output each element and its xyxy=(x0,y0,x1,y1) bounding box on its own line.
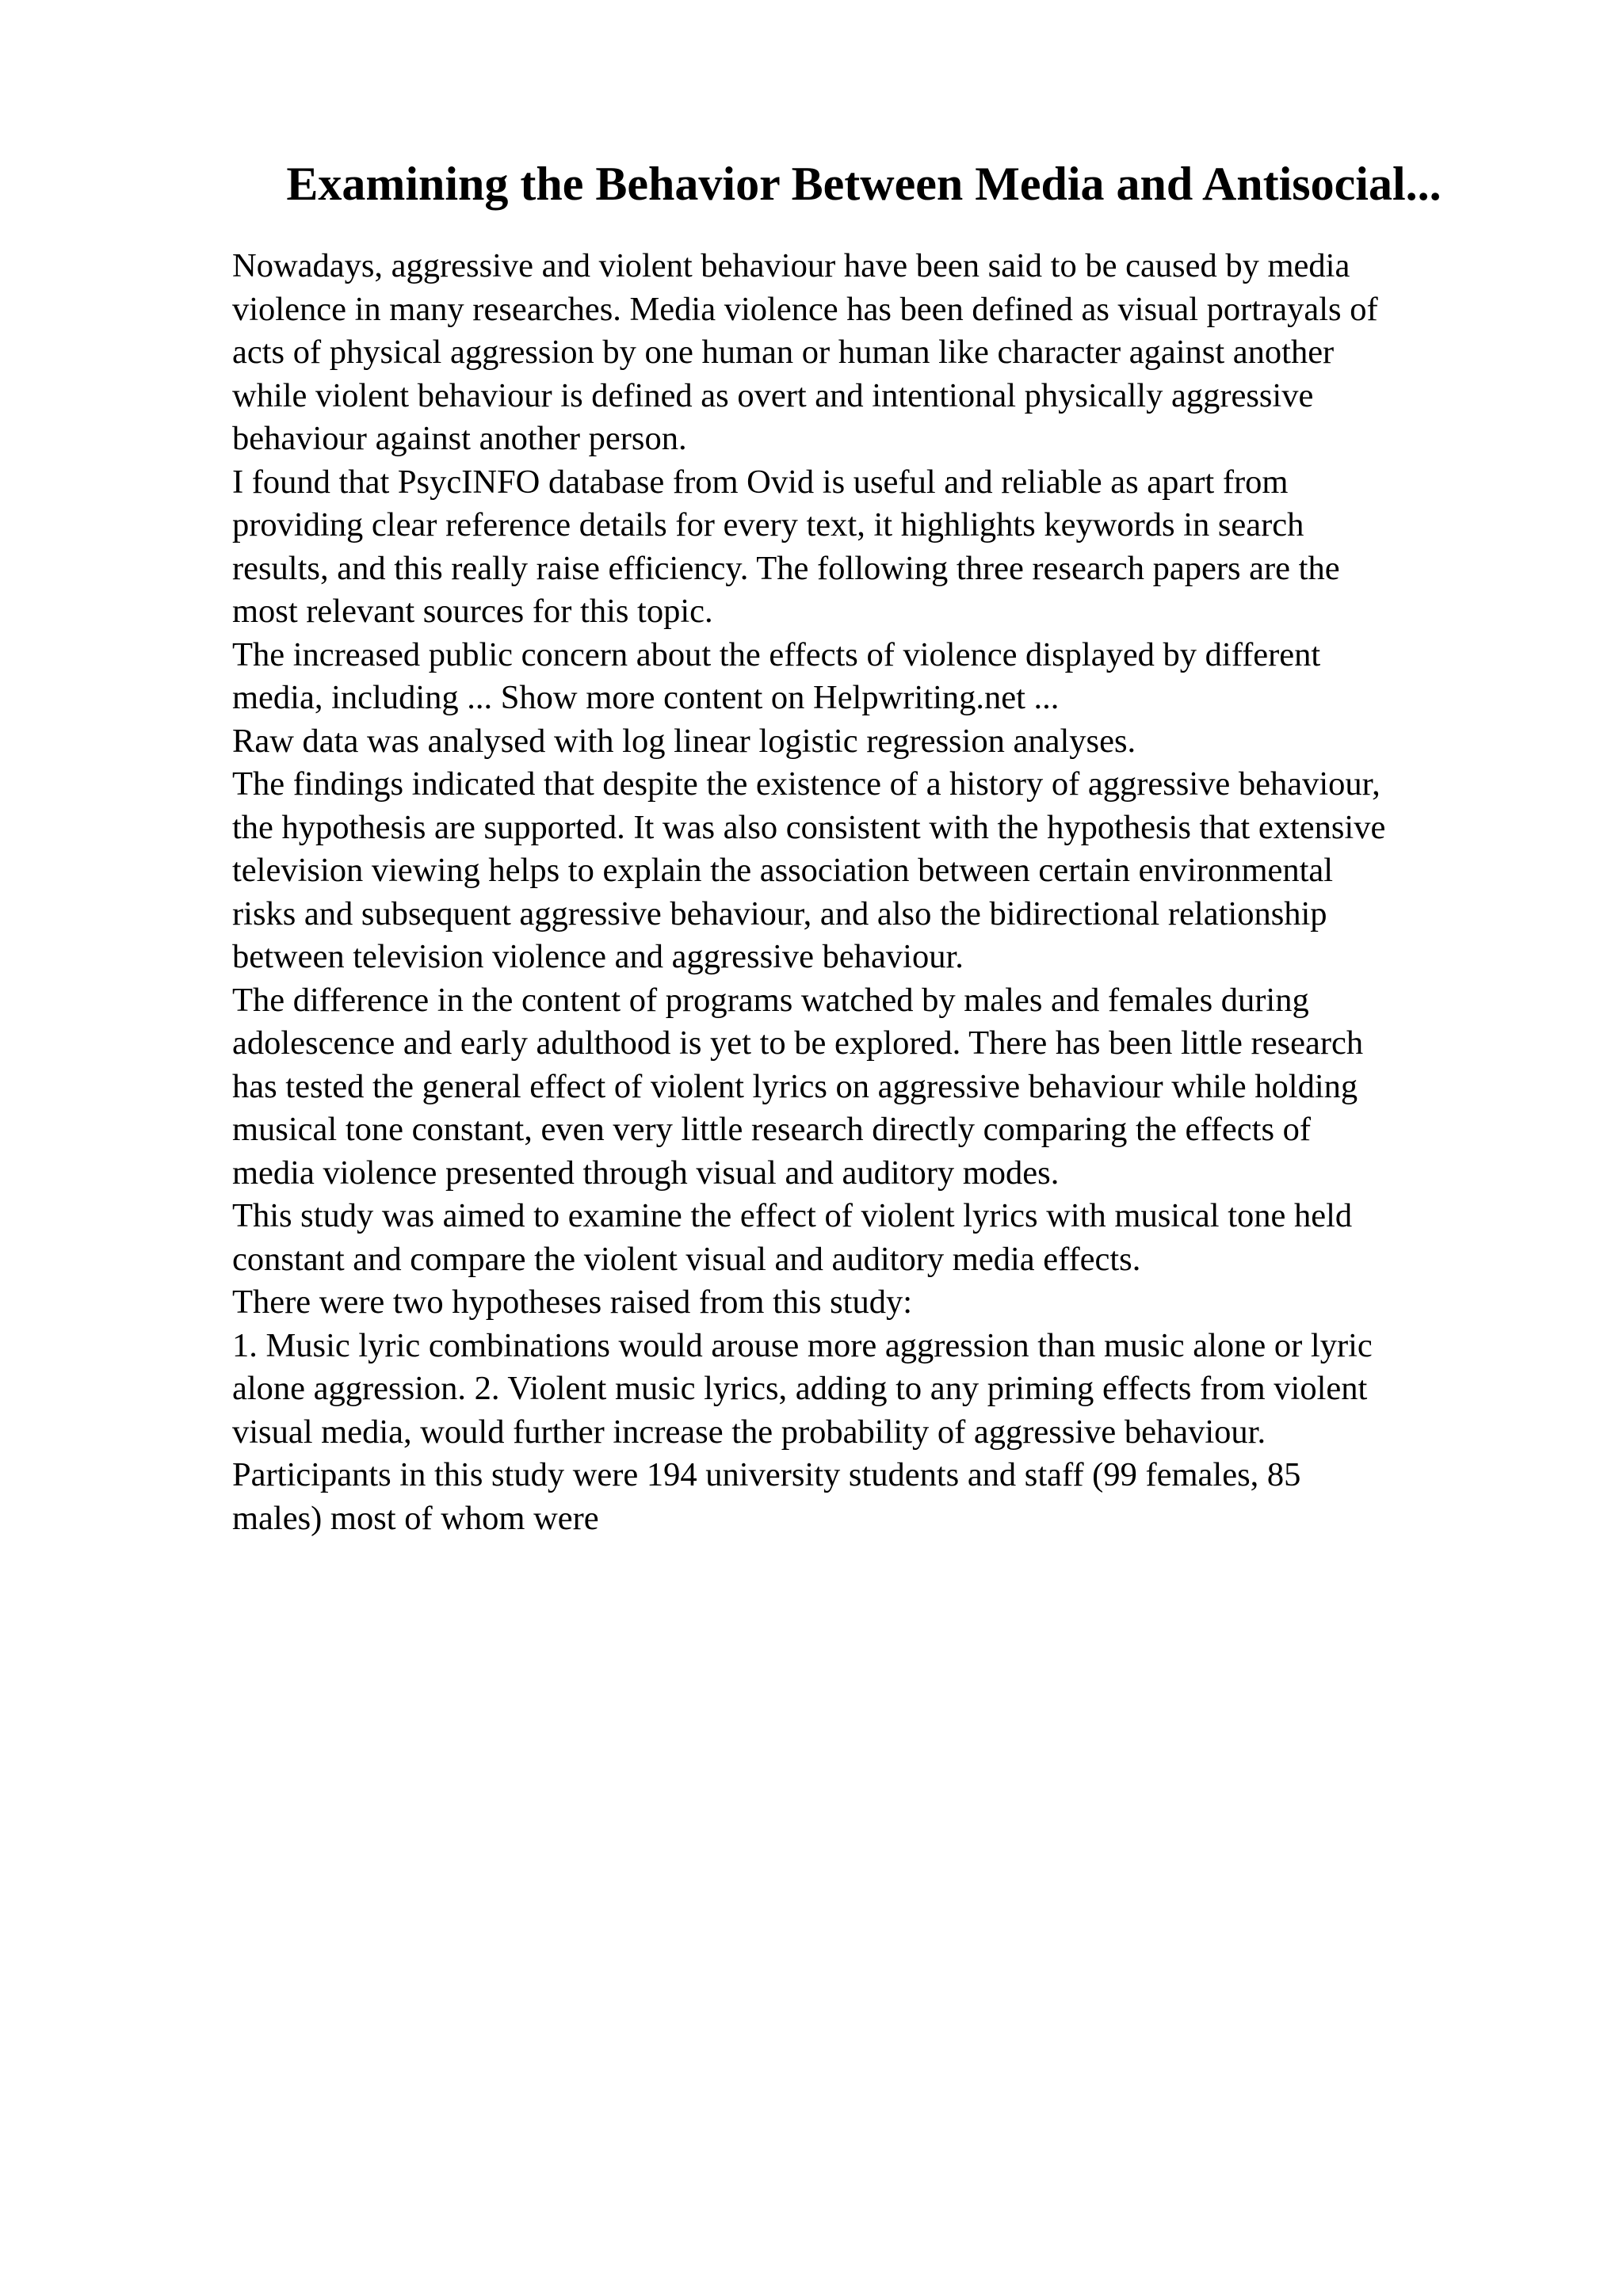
body-line: providing clear reference details for every text, it highlights keywords in search xyxy=(232,506,1304,543)
body-line: has tested the general effect of violent lyrics on aggressive behaviour while holding xyxy=(232,1067,1358,1105)
body-line: The increased public concern about the effects of violence displayed by different xyxy=(232,635,1321,673)
body-line: I found that PsycINFO database from Ovid is useful and reliable as apart from xyxy=(232,463,1289,501)
body-line: visual media, would further increase the probability of aggressive behaviour. xyxy=(232,1413,1266,1451)
body-line: constant and compare the violent visual and auditory media effects. xyxy=(232,1240,1141,1278)
body-line: alone aggression. 2. Violent music lyrics, adding to any priming effects from violent xyxy=(232,1370,1368,1407)
body-line: media violence presented through visual and auditory modes. xyxy=(232,1154,1060,1192)
body-line: television viewing helps to explain the association between certain environmental xyxy=(232,852,1334,889)
body-line: behaviour against another person. xyxy=(232,420,687,457)
document-body xyxy=(232,245,1516,1540)
body-line: males) most of whom were xyxy=(232,1499,599,1537)
body-line: media, including ... Show more content on Helpwriting.net ... xyxy=(232,679,1060,716)
body-line: Participants in this study were 194 university students and staff (99 females, 85 xyxy=(232,1456,1301,1493)
body-line: This study was aimed to examine the effect of violent lyrics with musical tone held xyxy=(232,1197,1353,1234)
body-line: Nowadays, aggressive and violent behaviour have been said to be caused by media xyxy=(232,247,1350,284)
body-line: acts of physical aggression by one human or human like character against another xyxy=(232,334,1335,371)
body-line: The difference in the content of programs watched by males and females during xyxy=(232,981,1309,1019)
body-line: most relevant sources for this topic. xyxy=(232,593,713,630)
body-line: risks and subsequent aggressive behaviour, and also the bidirectional relationship xyxy=(232,894,1327,933)
body-line: There were two hypotheses raised from this study: xyxy=(232,1283,913,1321)
body-line: The findings indicated that despite the existence of a history of aggressive behaviour, xyxy=(232,765,1381,803)
document-title: Examining the Behavior Between Media and Antisocial... xyxy=(286,158,1442,210)
body-line: adolescence and early adulthood is yet to be explored. There has been little research xyxy=(232,1024,1364,1062)
body-line: results, and this really raise efficiency. The following three research papers are the xyxy=(232,549,1340,587)
body-line: Raw data was analysed with log linear logistic regression analyses. xyxy=(232,722,1136,760)
body-line: while violent behaviour is defined as overt and intentional physically aggressive xyxy=(232,376,1314,414)
body-line: 1. Music lyric combinations would arouse more aggression than music alone or lyric xyxy=(232,1326,1373,1364)
body-line: the hypothesis are supported. It was also consistent with the hypothesis that extensive xyxy=(232,808,1386,846)
body-line: between television violence and aggressive behaviour. xyxy=(232,938,964,975)
body-line: violence in many researches. Media violence has been defined as visual portrayals of xyxy=(232,290,1378,328)
body-line: musical tone constant, even very little research directly comparing the effects of xyxy=(232,1111,1312,1148)
